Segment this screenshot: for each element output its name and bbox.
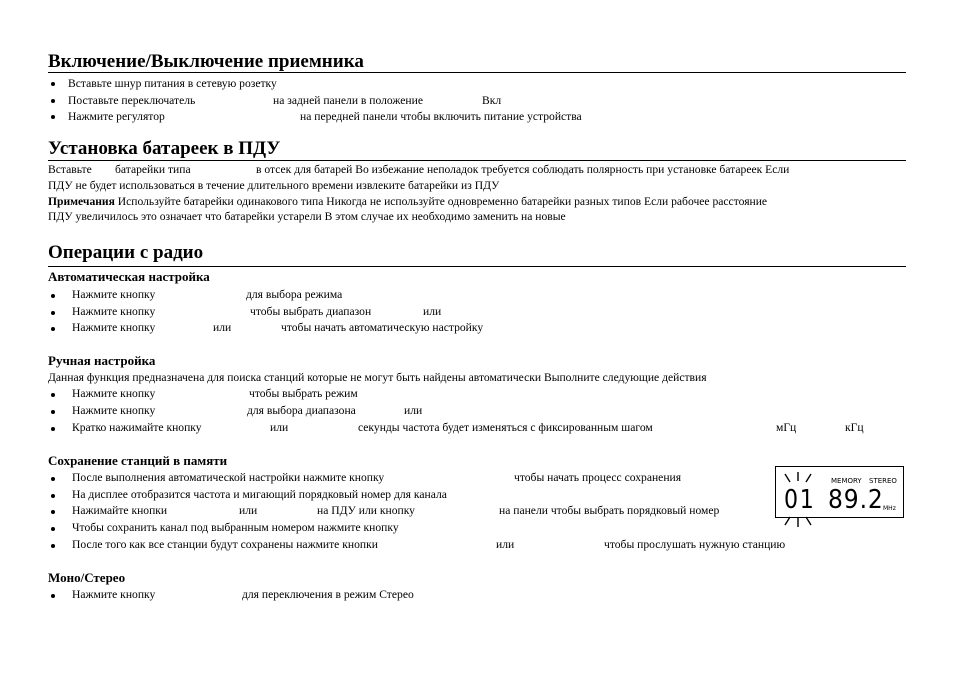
note-text: Используйте батарейки одинакового типа Никогда не используйте одновременно батарейки разных типов Если рабочее расстояние xyxy=(117,195,768,208)
bullet xyxy=(51,327,55,331)
bullet xyxy=(51,527,55,531)
manual-intro: Данная функция предназначена для поиска станций которые не могут быть найдены автоматически Выполните следующие действия xyxy=(48,371,707,384)
lcd-unit: MHz xyxy=(883,505,896,512)
memory-item-5a: После того как все станции будут сохранены нажмите кнопки xyxy=(72,538,378,551)
batteries-text-line2: ПДУ не будет использоваться в течение длительного времени извлеките батарейки из ПДУ xyxy=(48,179,500,192)
blink-marks-icon xyxy=(780,470,816,530)
section-title-batteries: Установка батареек в ПДУ xyxy=(48,138,281,159)
manual-item-3a: Кратко нажимайте кнопку xyxy=(72,421,202,434)
memory-item-3c: на ПДУ или кнопку xyxy=(317,504,415,517)
memory-item-1b: чтобы начать процесс сохранения xyxy=(514,471,682,484)
bullet xyxy=(51,115,55,119)
note-label: Примечания xyxy=(48,195,115,208)
subsection-title-memory: Сохранение станций в памяти xyxy=(48,453,228,468)
section-title-power: Включение/Выключение приемника xyxy=(48,51,364,72)
batteries-text-c: в отсек для батарей Во избежание неполадок требуется соблюдать полярность при установке батареек Если xyxy=(256,163,790,176)
bullet xyxy=(51,410,55,414)
memory-item-3d: на панели чтобы выбрать порядковый номер xyxy=(499,504,720,517)
manual-item-2c: или xyxy=(404,404,423,417)
subsection-title-auto: Автоматическая настройка xyxy=(48,269,210,284)
power-item-2c: Вкл xyxy=(482,94,502,107)
power-item-3a: Нажмите регулятор xyxy=(68,110,165,123)
auto-item-2c: или xyxy=(423,305,442,318)
auto-item-3c: чтобы начать автоматическую настройку xyxy=(281,321,484,334)
manual-item-2a: Нажмите кнопку xyxy=(72,404,156,417)
mono-item-1b: для переключения в режим Стерео xyxy=(242,588,414,601)
memory-item-2a: На дисплее отобразится частота и мигающий порядковый номер для канала xyxy=(72,488,447,501)
memory-item-1a: После выполнения автоматической настройки нажмите кнопку xyxy=(72,471,385,484)
memory-item-3b: или xyxy=(239,504,258,517)
bullet xyxy=(51,294,55,298)
memory-item-5b: или xyxy=(496,538,515,551)
section-rule xyxy=(48,160,906,161)
manual-item-1a: Нажмите кнопку xyxy=(72,387,156,400)
memory-item-3a: Нажимайте кнопки xyxy=(72,504,168,517)
bullet xyxy=(51,82,55,86)
batteries-text-b: батарейки типа xyxy=(115,163,191,176)
bullet xyxy=(51,99,55,103)
bullet xyxy=(51,427,55,431)
manual-item-1b: чтобы выбрать режим xyxy=(249,387,358,400)
manual-item-3b: или xyxy=(270,421,289,434)
auto-item-3a: Нажмите кнопку xyxy=(72,321,156,334)
bullet xyxy=(51,494,55,498)
lcd-channel-number: 01 xyxy=(784,485,816,515)
bullet xyxy=(51,510,55,514)
power-item-2a: Поставьте переключатель xyxy=(68,94,196,107)
subsection-title-manual: Ручная настройка xyxy=(48,353,156,368)
manual-item-3c: секунды частота будет изменяться с фиксированным шагом xyxy=(358,421,653,434)
batteries-note-line2: ПДУ увеличилось это означает что батарейки устарели В этом случае их необходимо заменить на новые xyxy=(48,210,566,223)
bullet xyxy=(51,477,55,481)
bullet xyxy=(51,544,55,548)
lcd-stereo-label: STEREO xyxy=(869,477,897,485)
mono-item-1a: Нажмите кнопку xyxy=(72,588,156,601)
manual-item-3e: кГц xyxy=(845,421,864,434)
manual-item-2b: для выбора диапазона xyxy=(247,404,356,417)
section-rule xyxy=(48,266,906,267)
bullet xyxy=(51,594,55,598)
auto-item-2a: Нажмите кнопку xyxy=(72,305,156,318)
power-item-1: Вставьте шнур питания в сетевую розетку xyxy=(68,77,277,90)
manual-item-3d: мГц xyxy=(776,421,797,434)
bullet xyxy=(51,311,55,315)
auto-item-3b: или xyxy=(213,321,232,334)
auto-item-1b: для выбора режима xyxy=(246,288,343,301)
auto-item-2b: чтобы выбрать диапазон xyxy=(250,305,372,318)
lcd-frequency: 89.2 xyxy=(828,485,884,515)
batteries-text-a: Вставьте xyxy=(48,163,92,176)
batteries-note xyxy=(48,195,767,208)
memory-item-4a: Чтобы сохранить канал под выбранным номером нажмите кнопку xyxy=(72,521,399,534)
section-rule xyxy=(48,72,906,73)
section-title-radio: Операции с радио xyxy=(48,242,204,263)
subsection-title-mono: Моно/Стерео xyxy=(48,570,126,585)
lcd-memory-label: MEMORY xyxy=(831,477,862,485)
power-item-3b: на передней панели чтобы включить питание устройства xyxy=(300,110,582,123)
power-item-2b: на задней панели в положение xyxy=(273,94,423,107)
auto-item-1a: Нажмите кнопку xyxy=(72,288,156,301)
memory-item-5c: чтобы прослушать нужную станцию xyxy=(604,538,786,551)
bullet xyxy=(51,393,55,397)
